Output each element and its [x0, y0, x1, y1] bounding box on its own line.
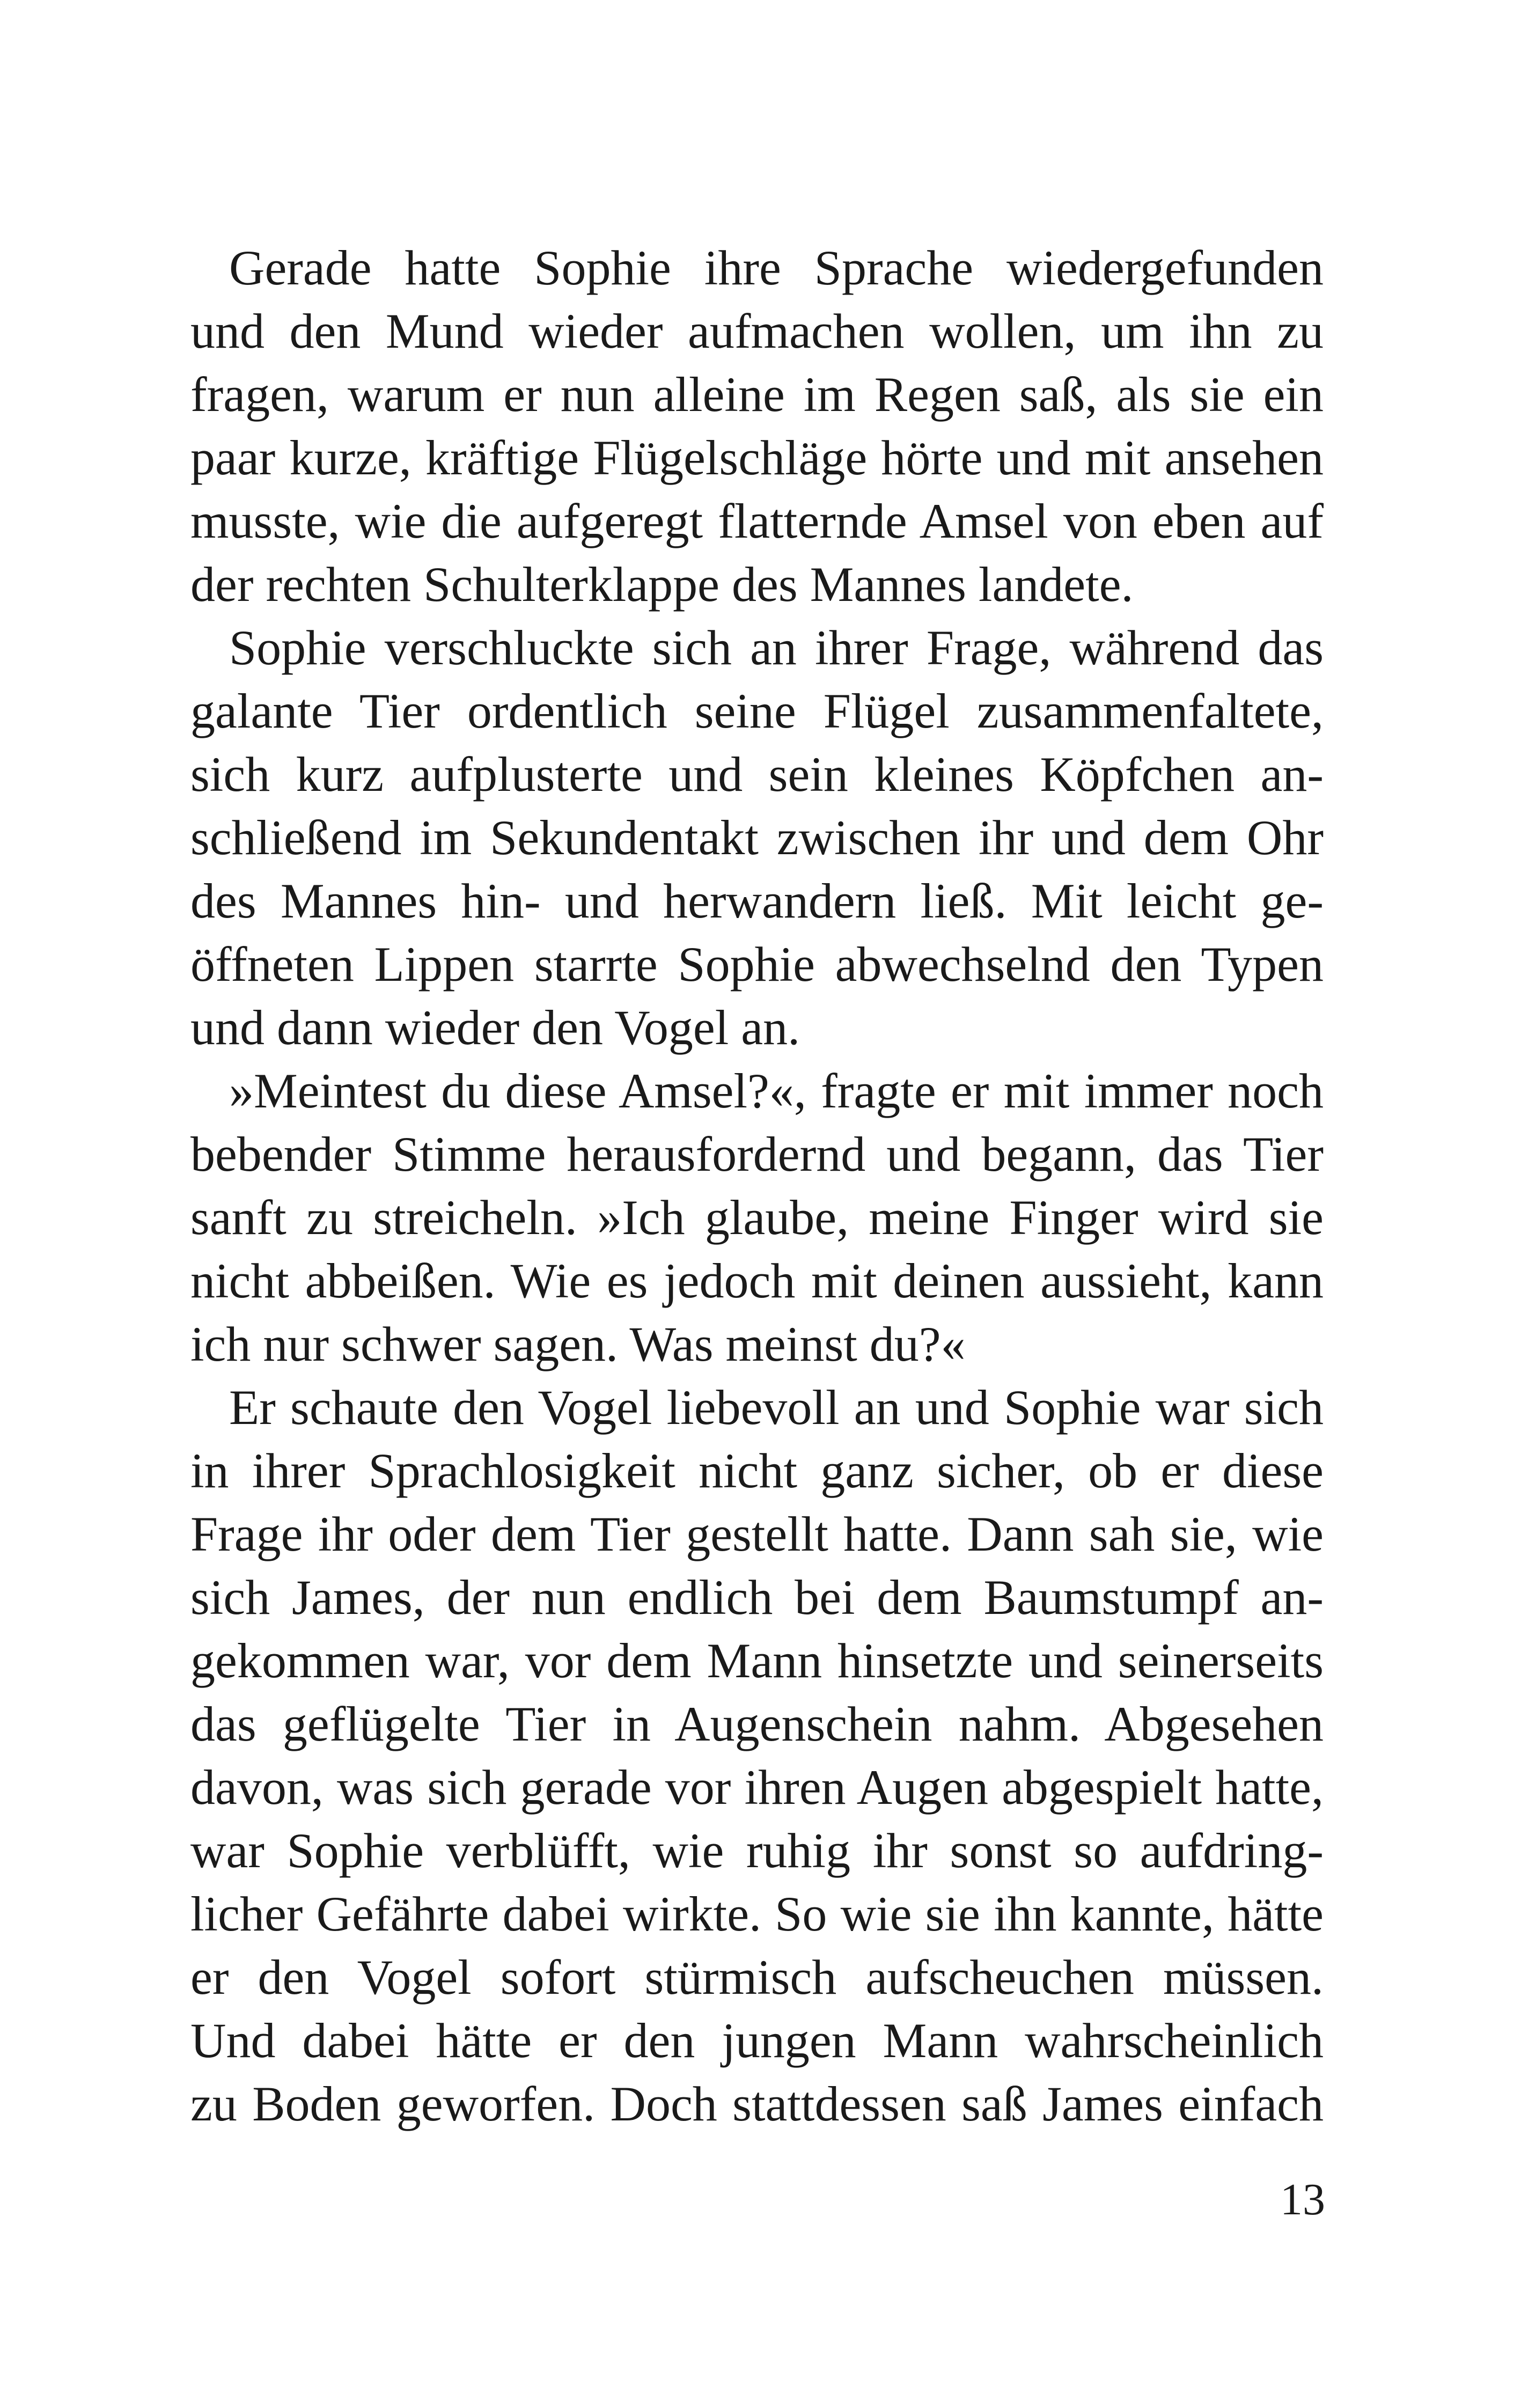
text-line: paar kurze, kräftige Flügelschläge hörte und mit ansehen [190, 430, 1324, 485]
text-line: »Meintest du diese Amsel?«, fragte er mit immer noch [229, 1063, 1324, 1118]
text-line: er den Vogel sofort stürmisch aufscheuchen müssen. [190, 1950, 1324, 2005]
text-line: sich James, der nun endlich bei dem Baumstumpf an- [190, 1570, 1324, 1625]
text-line: Und dabei hätte er den jungen Mann wahrscheinlich [190, 2013, 1324, 2068]
text-line: und den Mund wieder aufmachen wollen, um ihn zu [190, 304, 1324, 358]
body-text [190, 236, 1324, 2135]
text-line: zu Boden geworfen. Doch stattdessen saß James einfach [190, 2076, 1324, 2131]
text-line: sanft zu streicheln. »Ich glaube, meine Finger wird sie [190, 1190, 1324, 1245]
text-line: war Sophie verblüfft, wie ruhig ihr sonst so aufdring- [190, 1823, 1324, 1878]
text-line: gekommen war, vor dem Mann hinsetzte und seinerseits [190, 1633, 1324, 1688]
text-line: fragen, warum er nun alleine im Regen saß, als sie ein [190, 367, 1324, 422]
text-line: das geflügelte Tier in Augenschein nahm. Abgesehen [190, 1697, 1324, 1751]
text-line: der rechten Schulterklappe des Mannes landete. [190, 557, 1134, 612]
text-line: und dann wieder den Vogel an. [190, 1000, 800, 1055]
page-number: 13 [1280, 2175, 1325, 2225]
text-line: licher Gefährte dabei wirkte. So wie sie ihn kannte, hätte [190, 1886, 1324, 1941]
text-line: öffneten Lippen starrte Sophie abwechselnd den Typen [190, 937, 1324, 992]
text-line: schließend im Sekundentakt zwischen ihr und dem Ohr [190, 810, 1324, 865]
text-line: musste, wie die aufgeregt flatternde Amsel von eben auf [190, 494, 1324, 548]
text-line: ich nur schwer sagen. Was meinst du?« [190, 1317, 966, 1371]
text-line: Er schaute den Vogel liebevoll an und Sophie war sich [229, 1380, 1324, 1435]
text-line: bebender Stimme herausfordernd und begann, das Tier [190, 1127, 1324, 1181]
text-line: galante Tier ordentlich seine Flügel zusammenfaltete, [190, 684, 1324, 738]
text-line: Frage ihr oder dem Tier gestellt hatte. Dann sah sie, wie [190, 1507, 1324, 1561]
text-line: nicht abbeißen. Wie es jedoch mit deinen aussieht, kann [190, 1253, 1324, 1308]
text-line: sich kurz aufplusterte und sein kleines Köpfchen an- [190, 747, 1324, 802]
text-line: in ihrer Sprachlosigkeit nicht ganz sicher, ob er diese [190, 1443, 1324, 1498]
text-line: Gerade hatte Sophie ihre Sprache wiedergefunden [229, 240, 1324, 295]
text-line: des Mannes hin- und herwandern ließ. Mit leicht ge- [190, 873, 1324, 928]
text-line: davon, was sich gerade vor ihren Augen abgespielt hatte, [190, 1760, 1324, 1815]
text-line: Sophie verschluckte sich an ihrer Frage, während das [229, 620, 1324, 675]
